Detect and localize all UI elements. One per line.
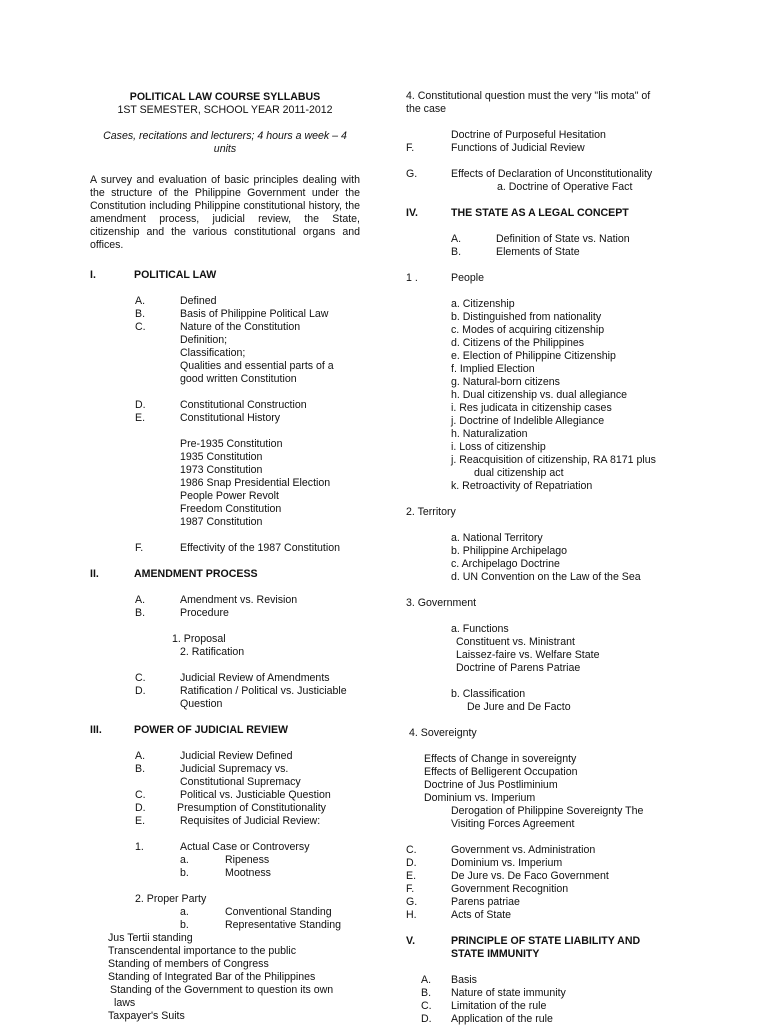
- standing-item: Standing of Integrated Bar of the Philippines: [108, 971, 316, 983]
- history-item: People Power Revolt: [180, 490, 279, 502]
- item-letter: B.: [135, 607, 146, 619]
- standing-item: Jus Tertii standing: [108, 932, 193, 944]
- standing-item: Standing of members of Congress: [108, 958, 269, 970]
- item-text: Political vs. Justiciable Question: [180, 789, 331, 801]
- territory-item: b. Philippine Archipelago: [451, 545, 568, 557]
- item-letter: G.: [406, 168, 418, 180]
- people-item: dual citizenship act: [474, 467, 564, 479]
- item-text: Limitation of the rule: [451, 1000, 547, 1012]
- government-item: b. Classification: [451, 688, 526, 700]
- section-title-amendment-process: AMENDMENT PROCESS: [134, 568, 258, 580]
- history-item: 1986 Snap Presidential Election: [180, 477, 331, 489]
- people-item: h. Naturalization: [451, 428, 528, 440]
- item-letter: D.: [406, 857, 417, 869]
- item-letter: B.: [421, 987, 432, 999]
- item-text: Definition of State vs. Nation: [496, 233, 630, 245]
- government-item: Constituent vs. Ministrant: [456, 636, 575, 648]
- history-item: 1935 Constitution: [180, 451, 263, 463]
- sovereignty-item: Derogation of Philippine Sovereignty The: [451, 805, 644, 817]
- item-letter: E.: [406, 870, 417, 882]
- standing-item: Taxpayer's Suits: [108, 1010, 185, 1022]
- item-letter: B.: [451, 246, 462, 258]
- course-note-line2: units: [213, 143, 237, 155]
- item-text: Acts of State: [451, 909, 512, 921]
- item-text: Actual Case or Controversy: [180, 841, 310, 853]
- item-text: Requisites of Judicial Review:: [180, 815, 321, 827]
- people-item: e. Election of Philippine Citizenship: [451, 350, 616, 362]
- history-item: Pre-1935 Constitution: [180, 438, 283, 450]
- item-text: Judicial Supremacy vs.: [180, 763, 289, 775]
- item-text: Elements of State: [496, 246, 580, 258]
- section-title-political-law: POLITICAL LAW: [134, 269, 217, 281]
- sub-item: 1. Proposal: [172, 633, 226, 645]
- item-text: Definition;: [180, 334, 228, 346]
- sovereignty-item: Visiting Forces Agreement: [451, 818, 575, 830]
- item-text: Amendment vs. Revision: [180, 594, 298, 606]
- section-number: V.: [406, 935, 416, 947]
- item-text: Doctrine of Purposeful Hesitation: [451, 129, 606, 141]
- item-text: Ratification / Political vs. Justiciable: [180, 685, 347, 697]
- section-number: I.: [90, 269, 96, 281]
- item-text: Judicial Review Defined: [180, 750, 293, 762]
- sub-item: Representative Standing: [225, 919, 342, 931]
- item-text: Question: [180, 698, 223, 710]
- item-text: De Jure vs. De Faco Government: [451, 870, 609, 882]
- item-number: 1.: [135, 841, 144, 853]
- section-title-state-liability: PRINCIPLE OF STATE LIABILITY AND: [451, 935, 641, 947]
- sub-item: a. Doctrine of Operative Fact: [497, 181, 633, 193]
- section-number: IV.: [406, 207, 418, 219]
- item-text: Basis of Philippine Political Law: [180, 308, 329, 320]
- item-letter: C.: [135, 321, 146, 333]
- sub-item: Ripeness: [225, 854, 270, 866]
- item-text: Procedure: [180, 607, 229, 619]
- sub-letter: a.: [180, 854, 189, 866]
- sub-item: 2. Ratification: [180, 646, 245, 658]
- people-item: k. Retroactivity of Repatriation: [451, 480, 593, 492]
- item-letter: F.: [406, 142, 415, 154]
- item-text: Effects of Declaration of Unconstitutionality: [451, 168, 653, 180]
- item-text: Constitutional History: [180, 412, 281, 424]
- item-text: Parens patriae: [451, 896, 520, 908]
- item-letter: D.: [135, 802, 146, 814]
- people-item: h. Dual citizenship vs. dual allegiance: [451, 389, 628, 401]
- requisite-4-cont: the case: [406, 103, 447, 115]
- section-number: II.: [90, 568, 99, 580]
- territory-item: c. Archipelago Doctrine: [451, 558, 560, 570]
- standing-item: Transcendental importance to the public: [108, 945, 297, 957]
- history-item: Freedom Constitution: [180, 503, 282, 515]
- sub-letter: b.: [180, 919, 189, 931]
- requisite-4: 4. Constitutional question must the very "lis mota" of: [406, 90, 651, 102]
- section-title-state-liability-cont: STATE IMMUNITY: [451, 948, 540, 960]
- sovereignty-item: Effects of Belligerent Occupation: [424, 766, 578, 778]
- section-title-state-legal-concept: THE STATE AS A LEGAL CONCEPT: [451, 207, 629, 219]
- syllabus-subtitle: 1ST SEMESTER, SCHOOL YEAR 2011-2012: [117, 104, 333, 116]
- item-letter: C.: [135, 789, 146, 801]
- standing-item: Standing of the Government to question its own: [110, 984, 334, 996]
- sub-letter: b.: [180, 867, 189, 879]
- item-letter: D.: [135, 685, 146, 697]
- government-item: Doctrine of Parens Patriae: [456, 662, 581, 674]
- government-item: De Jure and De Facto: [467, 701, 571, 713]
- section-number: III.: [90, 724, 102, 736]
- territory-item: a. National Territory: [451, 532, 543, 544]
- history-item: 1973 Constitution: [180, 464, 263, 476]
- item-text: Dominium vs. Imperium: [451, 857, 563, 869]
- item-text: Classification;: [180, 347, 246, 359]
- item-text: Effectivity of the 1987 Constitution: [180, 542, 340, 554]
- people-item: a. Citizenship: [451, 298, 515, 310]
- item-letter: E.: [135, 412, 146, 424]
- people-item: i. Loss of citizenship: [451, 441, 546, 453]
- people-item: j. Doctrine of Indelible Allegiance: [451, 415, 605, 427]
- people-item: g. Natural-born citizens: [451, 376, 560, 388]
- item-letter: H.: [406, 909, 417, 921]
- item-text: Basis: [451, 974, 477, 986]
- item-text: Government Recognition: [451, 883, 569, 895]
- item-letter: A.: [135, 594, 146, 606]
- item-number: 1 .: [406, 272, 418, 284]
- people-item: d. Citizens of the Philippines: [451, 337, 585, 349]
- people-item: j. Reacquisition of citizenship, RA 8171 plus: [451, 454, 656, 466]
- syllabus-title: POLITICAL LAW COURSE SYLLABUS: [129, 91, 321, 103]
- item-text: Judicial Review of Amendments: [180, 672, 330, 684]
- standing-item: laws: [114, 997, 136, 1009]
- item-text: 2. Territory: [406, 506, 456, 518]
- sub-letter: a.: [180, 906, 189, 918]
- item-text: 4. Sovereignty: [409, 727, 477, 739]
- item-text: Qualities and essential parts of a: [180, 360, 334, 372]
- history-item: 1987 Constitution: [180, 516, 263, 528]
- item-text: Nature of state immunity: [451, 987, 566, 999]
- item-letter: D.: [421, 1013, 432, 1025]
- item-letter: A.: [421, 974, 432, 986]
- item-letter: B.: [135, 308, 146, 320]
- item-letter: C.: [421, 1000, 432, 1012]
- item-letter: E.: [135, 815, 146, 827]
- sovereignty-item: Doctrine of Jus Postliminium: [424, 779, 558, 791]
- course-note-line1: Cases, recitations and lecturers; 4 hours a week – 4: [103, 130, 347, 142]
- item-text: Defined: [180, 295, 217, 307]
- people-item: b. Distinguished from nationality: [451, 311, 602, 323]
- government-item: Laissez-faire vs. Welfare State: [456, 649, 600, 661]
- territory-item: d. UN Convention on the Law of the Sea: [451, 571, 641, 583]
- section-title-judicial-review: POWER OF JUDICIAL REVIEW: [134, 724, 289, 736]
- item-letter: F.: [135, 542, 144, 554]
- item-letter: A.: [451, 233, 462, 245]
- item-text: Presumption of Constitutionality: [177, 802, 326, 814]
- sovereignty-item: Effects of Change in sovereignty: [424, 753, 577, 765]
- item-text: Government vs. Administration: [451, 844, 596, 856]
- people-item: c. Modes of acquiring citizenship: [451, 324, 605, 336]
- item-letter: A.: [135, 295, 146, 307]
- course-description: A survey and evaluation of basic principles dealing with the structure of the Philippine Government under the Constitution including Philippine constitutional history, the amendment process, judicial review, the State, citizenship and the various constitutional organs and offices.: [90, 174, 360, 251]
- item-text: good written Constitution: [180, 373, 297, 385]
- sub-item: Mootness: [225, 867, 271, 879]
- people-item: i. Res judicata in citizenship cases: [451, 402, 612, 414]
- item-letter: C.: [135, 672, 146, 684]
- item-letter: D.: [135, 399, 146, 411]
- people-item: f. Implied Election: [451, 363, 535, 375]
- item-letter: B.: [135, 763, 146, 775]
- government-item: a. Functions: [451, 623, 509, 635]
- item-text: 3. Government: [406, 597, 477, 609]
- item-text: Constitutional Supremacy: [180, 776, 301, 788]
- item-text: Application of the rule: [451, 1013, 553, 1025]
- item-letter: F.: [406, 883, 415, 895]
- item-text: Constitutional Construction: [180, 399, 307, 411]
- item-text: 2. Proper Party: [135, 893, 207, 905]
- item-text: Nature of the Constitution: [180, 321, 301, 333]
- sub-item: Conventional Standing: [225, 906, 332, 918]
- sovereignty-item: Dominium vs. Imperium: [424, 792, 536, 804]
- item-text: People: [451, 272, 484, 284]
- item-text: Functions of Judicial Review: [451, 142, 585, 154]
- item-letter: C.: [406, 844, 417, 856]
- item-letter: A.: [135, 750, 146, 762]
- item-letter: G.: [406, 896, 418, 908]
